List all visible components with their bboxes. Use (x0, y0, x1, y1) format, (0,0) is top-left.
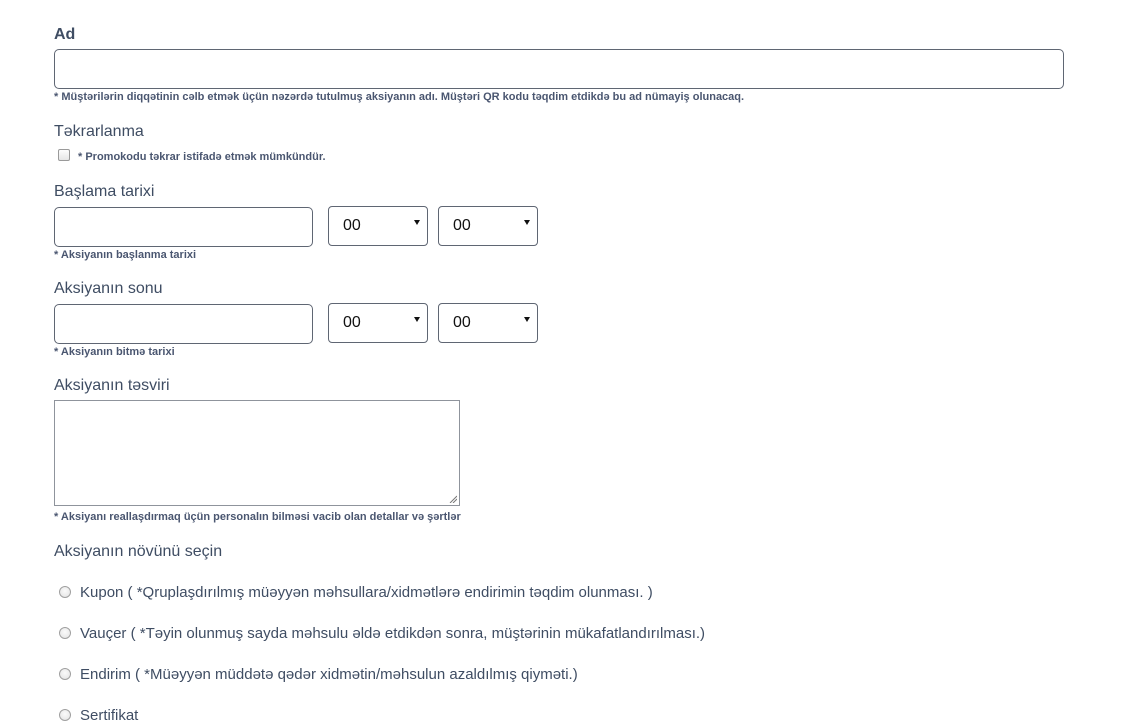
description-hint: * Aksiyanı reallaşdırmaq üçün personalın bilməsi vacib olan detallar və şərtlər (54, 511, 461, 523)
start-date-hint: * Aksiyanın başlanma tarixi (54, 249, 197, 261)
name-hint: * Müştərilərin diqqətinin cəlb etmək üçün nəzərdə tutulmuş aksiyanın adı. Müştəri QR kodu təqdim etdikdə bu ad nümayiş olunacaq. (54, 91, 745, 103)
end-date-label: Aksiyanın sonu (54, 280, 163, 297)
chevron-down-icon (524, 220, 530, 225)
description-label: Aksiyanın təsviri (54, 377, 170, 394)
end-minute-value: 00 (453, 314, 471, 331)
start-minute-value: 00 (453, 217, 471, 234)
end-hour-select[interactable] (328, 303, 428, 343)
type-option-label-endirim: Endirim ( *Müəyyən müddətə qədər xidmətin/məhsulun azaldılmış qiyməti.) (80, 666, 578, 683)
start-hour-value: 00 (343, 217, 361, 234)
type-option-label-vaucer: Vauçer ( *Təyin olunmuş sayda məhsulu əldə etdikdən sonra, müştərinin mükafatlandırılması.) (80, 625, 706, 642)
name-label: Ad (54, 26, 76, 43)
start-minute-select[interactable] (438, 206, 538, 246)
type-radio-endirim[interactable] (59, 668, 71, 680)
type-radio-kupon[interactable] (59, 586, 71, 598)
chevron-down-icon (524, 317, 530, 322)
chevron-down-icon (414, 220, 420, 225)
repeat-checkbox[interactable] (58, 149, 70, 161)
type-radio-sertifikat[interactable] (59, 709, 71, 721)
repeat-checkbox-label: * Promokodu təkrar istifadə etmək mümkündür. (78, 151, 326, 163)
type-option-label-sertifikat: Sertifikat (80, 707, 139, 724)
end-hour-value: 00 (343, 314, 361, 331)
end-minute-select[interactable] (438, 303, 538, 343)
repeat-label: Təkrarlanma (54, 123, 144, 140)
start-date-input[interactable] (54, 207, 313, 247)
type-label: Aksiyanın növünü seçin (54, 543, 223, 560)
start-date-label: Başlama tarixi (54, 183, 155, 200)
name-input[interactable] (54, 49, 1064, 89)
resize-handle-icon[interactable] (449, 495, 457, 503)
description-textarea[interactable] (54, 400, 460, 506)
chevron-down-icon (414, 317, 420, 322)
type-option-label-kupon: Kupon ( *Qruplaşdırılmış müəyyən məhsullara/xidmətlərə endirimin təqdim olunması. ) (80, 584, 653, 601)
end-date-input[interactable] (54, 304, 313, 344)
end-date-hint: * Aksiyanın bitmə tarixi (54, 346, 175, 358)
type-radio-vaucer[interactable] (59, 627, 71, 639)
start-hour-select[interactable] (328, 206, 428, 246)
